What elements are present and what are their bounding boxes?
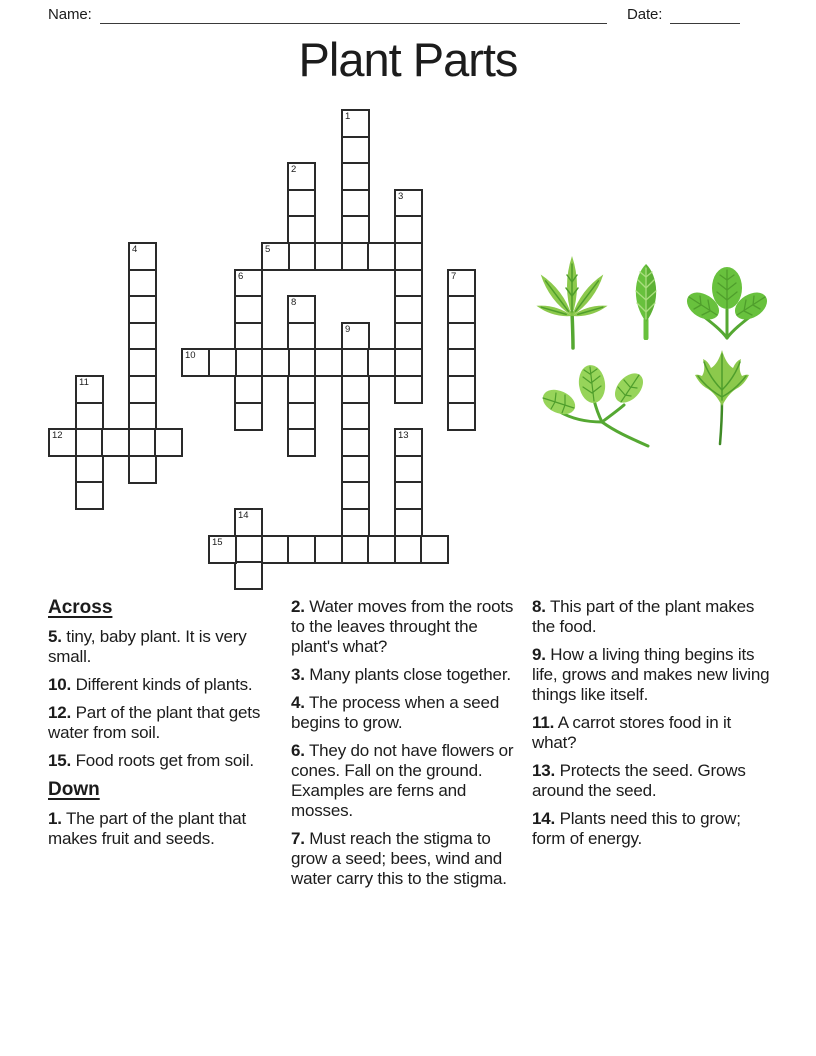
- grid-cell[interactable]: [447, 269, 476, 298]
- clue-heading-down: Down: [48, 779, 100, 800]
- grid-cell[interactable]: [75, 402, 104, 431]
- grid-cell[interactable]: [394, 189, 423, 218]
- grid-cell[interactable]: [234, 348, 263, 377]
- clues-column-3: [532, 597, 770, 857]
- grid-cell[interactable]: [341, 375, 370, 404]
- grid-cell[interactable]: [341, 242, 370, 271]
- grid-cell[interactable]: [234, 322, 263, 351]
- grid-cell[interactable]: [341, 322, 370, 351]
- clue-number: 11.: [532, 713, 555, 732]
- grid-cell[interactable]: [394, 322, 423, 351]
- clue-down-2: [291, 597, 519, 657]
- grid-cell[interactable]: [234, 535, 263, 564]
- grid-cell[interactable]: [128, 269, 157, 298]
- page-title: Plant Parts: [298, 33, 518, 86]
- clue-across-10: [48, 675, 266, 695]
- grid-cell[interactable]: [341, 402, 370, 431]
- clue-number: 5.: [48, 627, 62, 646]
- clue-text: Many plants close together.: [304, 665, 511, 684]
- grid-cell[interactable]: [394, 455, 423, 484]
- clue-number: 7.: [291, 829, 305, 848]
- grid-cell[interactable]: [287, 242, 316, 271]
- clue-number: 10.: [48, 675, 72, 694]
- grid-cell-number: 4: [132, 244, 138, 255]
- grid-cell[interactable]: [367, 242, 396, 271]
- grid-cell[interactable]: [287, 535, 316, 564]
- grid-cell[interactable]: [75, 375, 104, 404]
- grid-cell[interactable]: [341, 535, 370, 564]
- clue-number: 12.: [48, 703, 72, 722]
- grid-cell[interactable]: [341, 109, 370, 138]
- five-lobed-leaf-illustration: [532, 252, 614, 350]
- grid-cell[interactable]: [128, 295, 157, 324]
- grid-cell[interactable]: [341, 348, 370, 377]
- grid-cell[interactable]: [101, 428, 130, 457]
- grid-cell-number: 10: [185, 350, 196, 361]
- clue-number: 6.: [291, 741, 305, 760]
- clue-number: 15.: [48, 751, 72, 770]
- grid-cell[interactable]: [234, 295, 263, 324]
- clue-down-4: [291, 693, 519, 733]
- clue-down-3: [291, 665, 519, 685]
- clue-number: 1.: [48, 809, 62, 828]
- grid-cell[interactable]: [394, 481, 423, 510]
- grid-cell[interactable]: [314, 535, 343, 564]
- clue-down-9: [532, 645, 770, 705]
- grid-cell[interactable]: [341, 508, 370, 537]
- clue-across-12: [48, 703, 266, 743]
- grid-cell-number: 5: [265, 244, 271, 255]
- clue-text: The part of the plant that makes fruit and seeds.: [48, 809, 247, 848]
- oval-leaf-illustration: [628, 262, 664, 340]
- clue-heading-across: Across: [48, 597, 113, 618]
- clue-down-7: [291, 829, 519, 889]
- clue-text: Plants need this to grow; form of energy.: [532, 809, 741, 848]
- grid-cell[interactable]: [208, 348, 237, 377]
- grid-cell[interactable]: [181, 348, 210, 377]
- clue-number: 3.: [291, 665, 305, 684]
- grid-cell[interactable]: [287, 295, 316, 324]
- grid-cell[interactable]: [447, 402, 476, 431]
- grid-cell-number: 15: [212, 537, 223, 548]
- grid-cell[interactable]: [128, 428, 157, 457]
- clue-number: 9.: [532, 645, 546, 664]
- grid-cell[interactable]: [447, 375, 476, 404]
- clue-number: 13.: [532, 761, 556, 780]
- grid-cell[interactable]: [287, 215, 316, 244]
- clue-text: Water moves from the roots to the leaves throught the plant's what?: [291, 597, 514, 656]
- clue-text: How a living thing begins its life, grows and makes new living things like itself.: [532, 645, 770, 704]
- grid-cell[interactable]: [394, 215, 423, 244]
- grid-cell[interactable]: [75, 455, 104, 484]
- grid-cell[interactable]: [394, 242, 423, 271]
- clue-down-1: [48, 809, 266, 849]
- clue-down-6: [291, 741, 519, 821]
- grid-cell[interactable]: [261, 348, 290, 377]
- grid-cell[interactable]: [234, 375, 263, 404]
- clue-text: Part of the plant that gets water from soil.: [48, 703, 261, 742]
- grid-cell[interactable]: [367, 535, 396, 564]
- grid-cell[interactable]: [128, 348, 157, 377]
- clue-number: 2.: [291, 597, 305, 616]
- grid-cell[interactable]: [128, 375, 157, 404]
- grid-cell[interactable]: [314, 348, 343, 377]
- clue-text: tiny, baby plant. It is very small.: [48, 627, 247, 666]
- grid-cell[interactable]: [128, 455, 157, 484]
- grid-cell[interactable]: [154, 428, 183, 457]
- grid-cell-number: 2: [291, 164, 297, 175]
- grid-cell[interactable]: [234, 508, 263, 537]
- grid-cell[interactable]: [261, 242, 290, 271]
- grid-cell[interactable]: [394, 375, 423, 404]
- clue-down-14: [532, 809, 770, 849]
- grid-cell[interactable]: [128, 242, 157, 271]
- name-label: Name:: [48, 6, 92, 23]
- clue-down-11: [532, 713, 770, 753]
- grid-cell[interactable]: [420, 535, 449, 564]
- grid-cell[interactable]: [341, 455, 370, 484]
- grid-cell[interactable]: [287, 348, 316, 377]
- grid-cell[interactable]: [394, 348, 423, 377]
- grid-cell[interactable]: [234, 402, 263, 431]
- clue-across-15: [48, 751, 266, 771]
- grid-cell[interactable]: [341, 136, 370, 165]
- clue-number: 4.: [291, 693, 305, 712]
- clue-across-5: [48, 627, 266, 667]
- grid-cell[interactable]: [287, 322, 316, 351]
- grid-cell-number: 9: [345, 324, 351, 335]
- grid-cell-number: 14: [238, 510, 249, 521]
- grid-cell[interactable]: [75, 428, 104, 457]
- grid-cell[interactable]: [447, 295, 476, 324]
- grid-cell-number: 11: [79, 377, 89, 388]
- serrated-sprig-illustration: [538, 362, 656, 450]
- grid-cell[interactable]: [341, 215, 370, 244]
- grid-cell[interactable]: [287, 402, 316, 431]
- date-label: Date:: [627, 6, 663, 23]
- grid-cell[interactable]: [234, 269, 263, 298]
- ivy-leaf-illustration: [694, 348, 750, 446]
- grid-cell[interactable]: [447, 348, 476, 377]
- grid-cell[interactable]: [394, 535, 423, 564]
- grid-cell[interactable]: [234, 561, 263, 590]
- grid-cell-number: 7: [451, 271, 457, 282]
- clue-number: 8.: [532, 597, 546, 616]
- grid-cell[interactable]: [287, 428, 316, 457]
- grid-cell-number: 12: [52, 430, 63, 441]
- clue-text: Protects the seed. Grows around the seed.: [532, 761, 746, 800]
- grid-cell[interactable]: [367, 348, 396, 377]
- grid-cell[interactable]: [394, 508, 423, 537]
- grid-cell[interactable]: [394, 269, 423, 298]
- grid-cell[interactable]: [128, 402, 157, 431]
- grid-cell-number: 1: [345, 111, 351, 122]
- grid-cell[interactable]: [394, 428, 423, 457]
- clue-text: The process when a seed begins to grow.: [291, 693, 500, 732]
- clues-column-2: [291, 597, 519, 897]
- grid-cell[interactable]: [261, 535, 290, 564]
- grid-cell[interactable]: [394, 295, 423, 324]
- clue-down-13: [532, 761, 770, 801]
- grid-cell[interactable]: [341, 189, 370, 218]
- clue-text: Different kinds of plants.: [71, 675, 253, 694]
- clue-text: Food roots get from soil.: [71, 751, 254, 770]
- clue-text: A carrot stores food in it what?: [532, 713, 732, 752]
- grid-cell[interactable]: [341, 162, 370, 191]
- clue-text: Must reach the stigma to grow a seed; bees, wind and water carry this to the stigma.: [291, 829, 507, 888]
- grid-cell[interactable]: [341, 481, 370, 510]
- trifoliate-leaf-illustration: [684, 266, 770, 340]
- grid-cell-number: 6: [238, 271, 244, 282]
- grid-cell[interactable]: [287, 189, 316, 218]
- grid-cell[interactable]: [287, 375, 316, 404]
- clues-column-1: [48, 597, 266, 857]
- grid-cell[interactable]: [287, 162, 316, 191]
- grid-cell[interactable]: [128, 322, 157, 351]
- clue-text: They do not have flowers or cones. Fall on the ground. Examples are ferns and mosses.: [291, 741, 514, 820]
- grid-cell-number: 13: [398, 430, 409, 441]
- grid-cell[interactable]: [208, 535, 237, 564]
- grid-cell[interactable]: [75, 481, 104, 510]
- grid-cell[interactable]: [447, 322, 476, 351]
- grid-cell[interactable]: [341, 428, 370, 457]
- grid-cell-number: 8: [291, 297, 297, 308]
- clue-down-8: [532, 597, 770, 637]
- grid-cell[interactable]: [314, 242, 343, 271]
- grid-cell-number: 3: [398, 191, 404, 202]
- clue-number: 14.: [532, 809, 556, 828]
- grid-cell[interactable]: [48, 428, 77, 457]
- clue-text: This part of the plant makes the food.: [532, 597, 755, 636]
